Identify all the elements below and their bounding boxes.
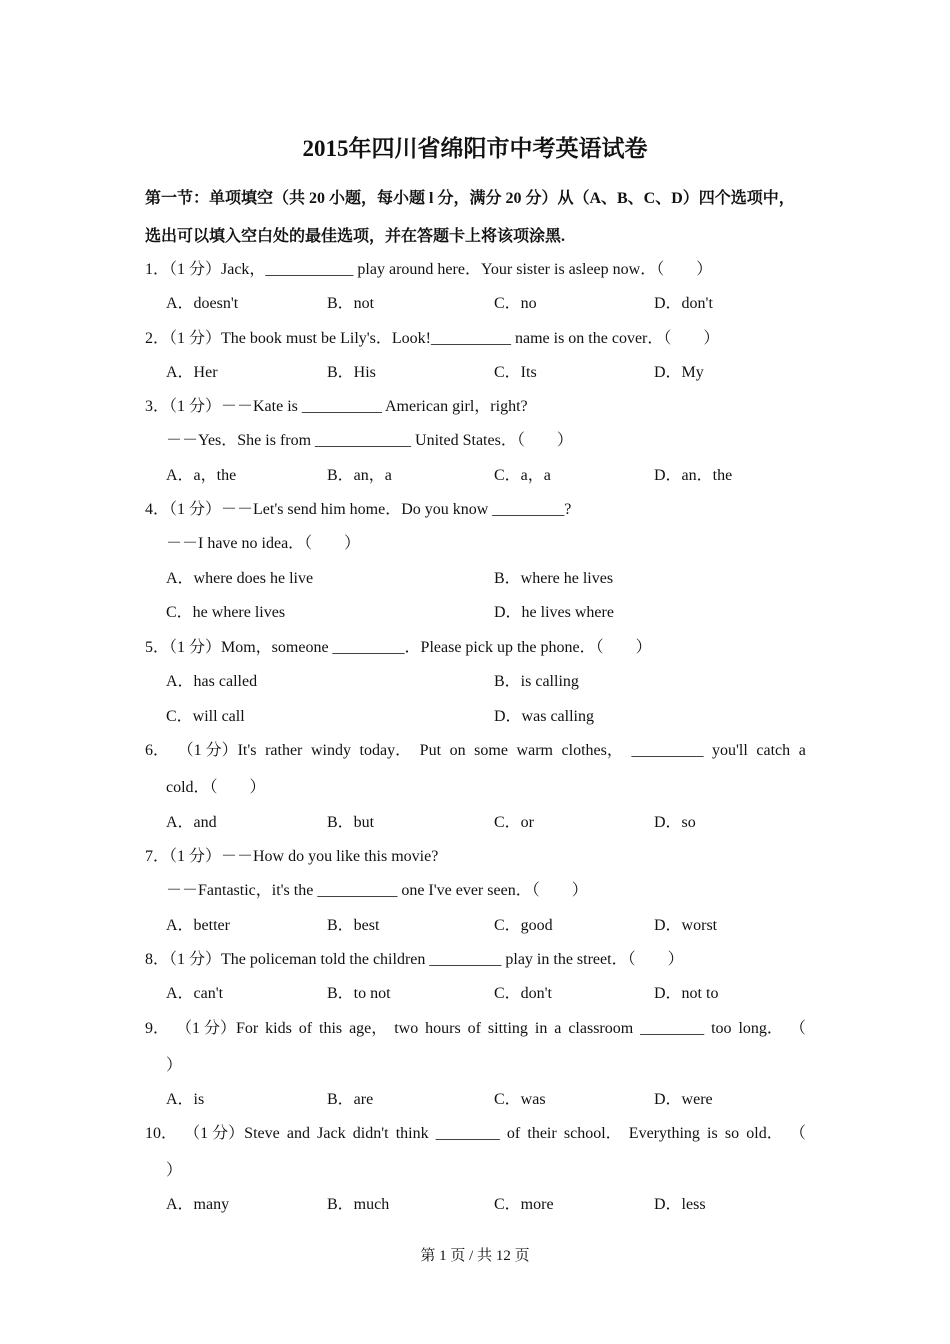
question-5-option-b: B．is calling (494, 673, 579, 690)
question-10-word: 10． (145, 1125, 178, 1142)
exam-title: 2015年四川省绵阳市中考英语试卷 (302, 136, 648, 161)
question-10-paren-open: （ (789, 1125, 806, 1142)
question-9-blank: ________ (640, 1020, 705, 1037)
question-9-paren-open: （ (789, 1020, 806, 1037)
question-10-word: of (506, 1125, 521, 1142)
question-9-word: two (394, 1020, 419, 1037)
question-10-word: and (286, 1125, 310, 1142)
question-10-option-c: C．more (494, 1196, 554, 1213)
question-3-option-a: A．a，the (166, 467, 237, 484)
question-9-word: in (534, 1020, 548, 1037)
question-3-option-d: D．an．the (654, 467, 733, 484)
question-7-option-a: A．better (166, 917, 230, 934)
question-8-option-d: D．not to (654, 985, 719, 1002)
question-6-word: 6． (145, 742, 170, 759)
question-6-word: catch (756, 742, 791, 759)
question-6-word: you'll (712, 742, 748, 759)
question-7-stem-line2: －－Fantastic，it's the __________ one I've ever seen．（ ） (166, 882, 588, 899)
question-10-word: so (724, 1125, 740, 1142)
question-6-word: on (449, 742, 466, 759)
question-2-option-d: D．My (654, 364, 704, 381)
question-9-word: a (554, 1020, 562, 1037)
question-2-option-c: C．Its (494, 364, 537, 381)
question-10-option-b: B．much (327, 1196, 390, 1213)
question-6-stem (145, 740, 806, 762)
question-9-word: too (711, 1020, 732, 1037)
question-7-option-c: C．good (494, 917, 553, 934)
question-2-option-a: A．Her (166, 364, 218, 381)
question-7-option-b: B．best (327, 917, 380, 934)
question-10-blank: ________ (435, 1125, 500, 1142)
question-9-word: of (467, 1020, 481, 1037)
question-10-word: their (527, 1125, 557, 1142)
question-9-stem (145, 1018, 806, 1040)
question-9-word: （1 分）For (175, 1020, 259, 1037)
question-10-word: school． (563, 1125, 622, 1142)
question-4-option-d: D．he lives where (494, 604, 614, 621)
question-8-option-c: C．don't (494, 985, 553, 1002)
question-2-option-b: B．His (327, 364, 376, 381)
question-6-word: windy (310, 742, 351, 759)
page-number-footer: 第 1 页 / 共 12 页 (420, 1248, 530, 1264)
question-10-option-a: A．many (166, 1196, 230, 1213)
question-6-word: Put (419, 742, 442, 759)
question-6-option-c: C．or (494, 814, 535, 831)
question-4-stem: 4．（1 分）－－Let's send him home．Do you know _________? (145, 501, 572, 518)
question-6-option-d: D．so (654, 814, 696, 831)
question-5-option-a: A．has called (166, 673, 258, 690)
question-6-word: some (474, 742, 508, 759)
question-10-option-d: D．less (654, 1196, 706, 1213)
question-9-option-b: B．are (327, 1091, 374, 1108)
section-instructions-line2: 选出可以填入空白处的最佳选项，并在答题卡上将该项涂黑. (145, 228, 566, 245)
question-7-option-d: D．worst (654, 917, 718, 934)
question-5-option-d: D．was calling (494, 708, 594, 725)
question-6-word: （1 分）It's (177, 742, 257, 759)
question-10-word: is (707, 1125, 718, 1142)
question-9-option-a: A．is (166, 1091, 205, 1108)
question-1-option-a: A．doesn't (166, 295, 239, 312)
question-1-option-b: B．not (327, 295, 375, 312)
question-8-option-a: A．can't (166, 985, 224, 1002)
question-9-word: classroom (568, 1020, 634, 1037)
question-3-stem: 3．（1 分）－－Kate is __________ American girl，right? (145, 398, 528, 415)
question-5-option-c: C．will call (166, 708, 245, 725)
question-9-word: hours (425, 1020, 461, 1037)
question-6-option-a: A．and (166, 814, 217, 831)
question-10-word: （1 分）Steve (184, 1125, 280, 1142)
question-1-option-d: D．don't (654, 295, 713, 312)
question-9-word: kids (265, 1020, 292, 1037)
question-4-option-b: B．where he lives (494, 570, 614, 587)
question-8-stem: 8．（1 分）The policeman told the children _________ play in the street．（ ） (145, 951, 684, 968)
question-3-stem-line2: －－Yes．She is from ____________ United States．（ ） (166, 432, 573, 449)
question-6-word: warm (516, 742, 553, 759)
question-9-word: long． (738, 1020, 783, 1037)
question-10-word: think (395, 1125, 429, 1142)
question-10-word: Everything (628, 1125, 700, 1142)
question-6-word: clothes， (561, 742, 623, 759)
question-6-word: today． (359, 742, 412, 759)
question-10-stem (145, 1123, 806, 1145)
question-7-stem: 7．（1 分）－－How do you like this movie? (145, 848, 439, 865)
question-4-option-c: C．he where lives (166, 604, 286, 621)
question-6-stem-line2: cold．（ ） (166, 779, 266, 796)
question-6-blank: _________ (631, 742, 704, 759)
question-9-word: of (298, 1020, 313, 1037)
question-9-word: age， (349, 1020, 388, 1037)
question-1-stem: 1．（1 分）Jack，___________ play around here．Your sister is asleep now．（ ） (145, 261, 713, 278)
question-4-stem-line2: －－I have no idea．（ ） (166, 535, 361, 552)
question-8-option-b: B．to not (327, 985, 391, 1002)
question-10-word: old． (746, 1125, 783, 1142)
section-instructions-line1: 第一节：单项填空（共 20 小题，每小题 l 分，满分 20 分）从（A、B、C、D）四个选项中， (145, 190, 795, 207)
question-5-stem: 5．（1 分）Mom，someone _________．Please pick up the phone．（ ） (145, 639, 652, 656)
question-3-option-c: C．a，a (494, 467, 551, 484)
question-9-word: this (319, 1020, 343, 1037)
question-9-option-c: C．was (494, 1091, 546, 1108)
question-9-paren-close: ） (166, 1057, 183, 1074)
question-3-option-b: B．an，a (327, 467, 392, 484)
question-10-word: Jack (317, 1125, 346, 1142)
question-1-option-c: C．no (494, 295, 537, 312)
question-2-stem: 2．（1 分）The book must be Lily's．Look!__________ name is on the cover．（ ） (145, 330, 720, 347)
question-9-option-d: D．were (654, 1091, 713, 1108)
question-4-option-a: A．where does he live (166, 570, 314, 587)
question-9-word: sitting (487, 1020, 528, 1037)
question-9-word: 9． (145, 1020, 170, 1037)
question-10-word: didn't (352, 1125, 389, 1142)
question-6-word: a (798, 742, 806, 759)
question-6-word: rather (265, 742, 303, 759)
question-10-paren-close: ） (166, 1162, 183, 1179)
question-6-option-b: B．but (327, 814, 375, 831)
